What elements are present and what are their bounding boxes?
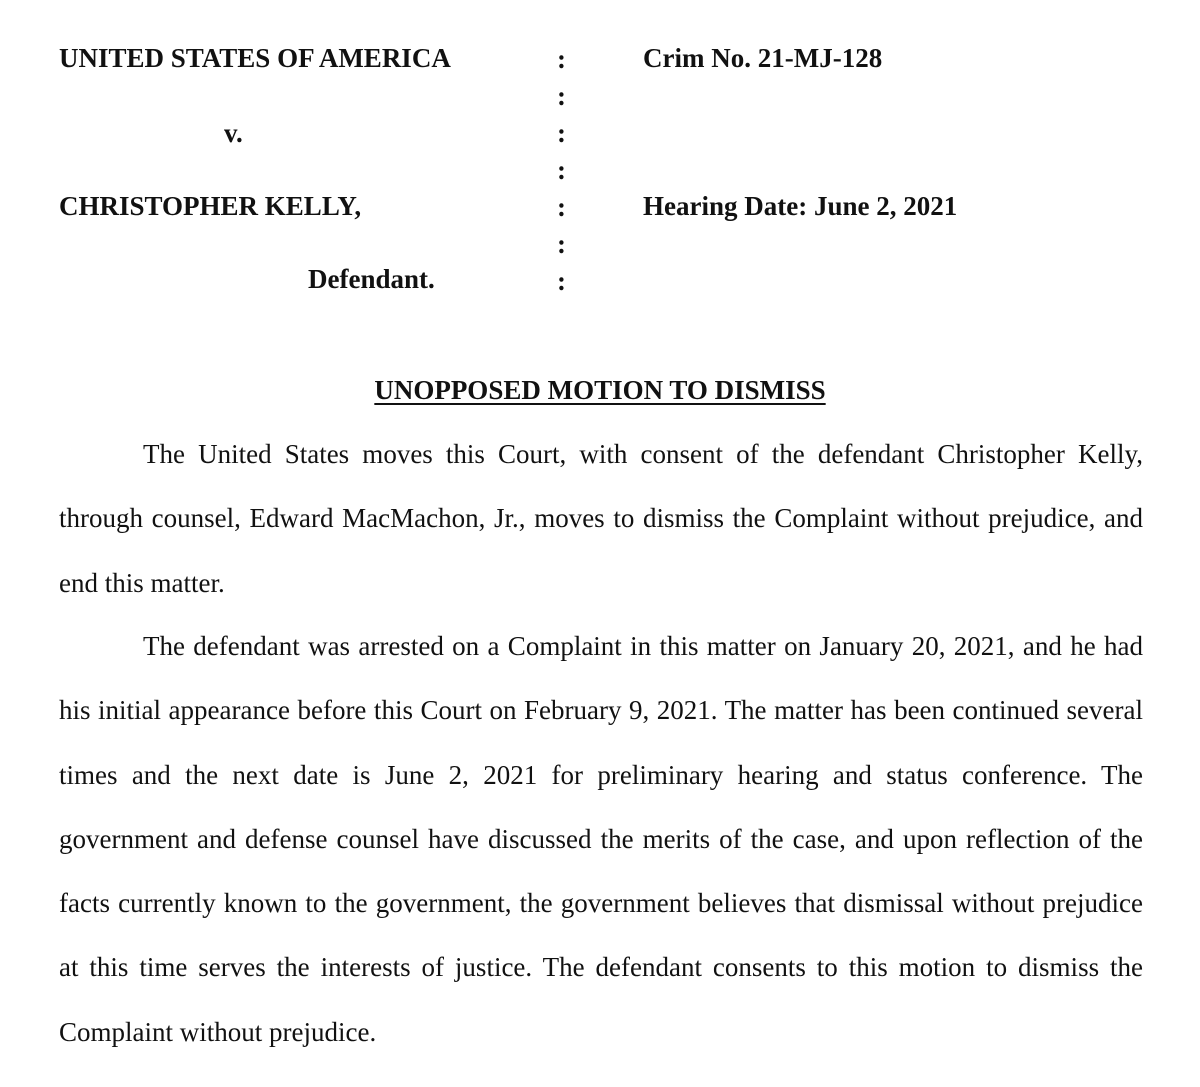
caption-separator: : [557, 81, 566, 111]
caption-separator: : [557, 118, 566, 148]
hearing-date: Hearing Date: June 2, 2021 [643, 191, 958, 221]
plaintiff-name: UNITED STATES OF AMERICA [59, 43, 451, 73]
paragraph: The defendant was arrested on a Complaint in this matter on January 20, 2021, and he had his initial appearance before this Court on February 9, 2021. The matter has been continued several times and the next date is June 2, 2021 for preliminary hearing and status conference. The government and defense counsel have discussed the merits of the case, and upon reflection of the facts currently known to the government, the government believes that dismissal without prejudice at this time serves the interests of justice. The defendant consents to this motion to dismiss the Complaint without prejudice. [59, 631, 1143, 1047]
defendant-label: Defendant. [308, 264, 435, 294]
caption-separator: : [557, 44, 566, 74]
versus-label: v. [224, 118, 243, 148]
caption-separator: : [557, 266, 566, 296]
caption-separator: : [557, 192, 566, 222]
defendant-name: CHRISTOPHER KELLY, [59, 191, 362, 221]
caption-separator: : [557, 229, 566, 259]
paragraph: The United States moves this Court, with consent of the defendant Christopher Kelly, through counsel, Edward MacMachon, Jr., moves to dismiss the Complaint without prejudice, and end this matter. [59, 439, 1143, 598]
case-number: Crim No. 21-MJ-128 [643, 43, 883, 73]
document-title: UNOPPOSED MOTION TO DISMISS [374, 375, 826, 405]
caption-separator: : [557, 155, 566, 185]
